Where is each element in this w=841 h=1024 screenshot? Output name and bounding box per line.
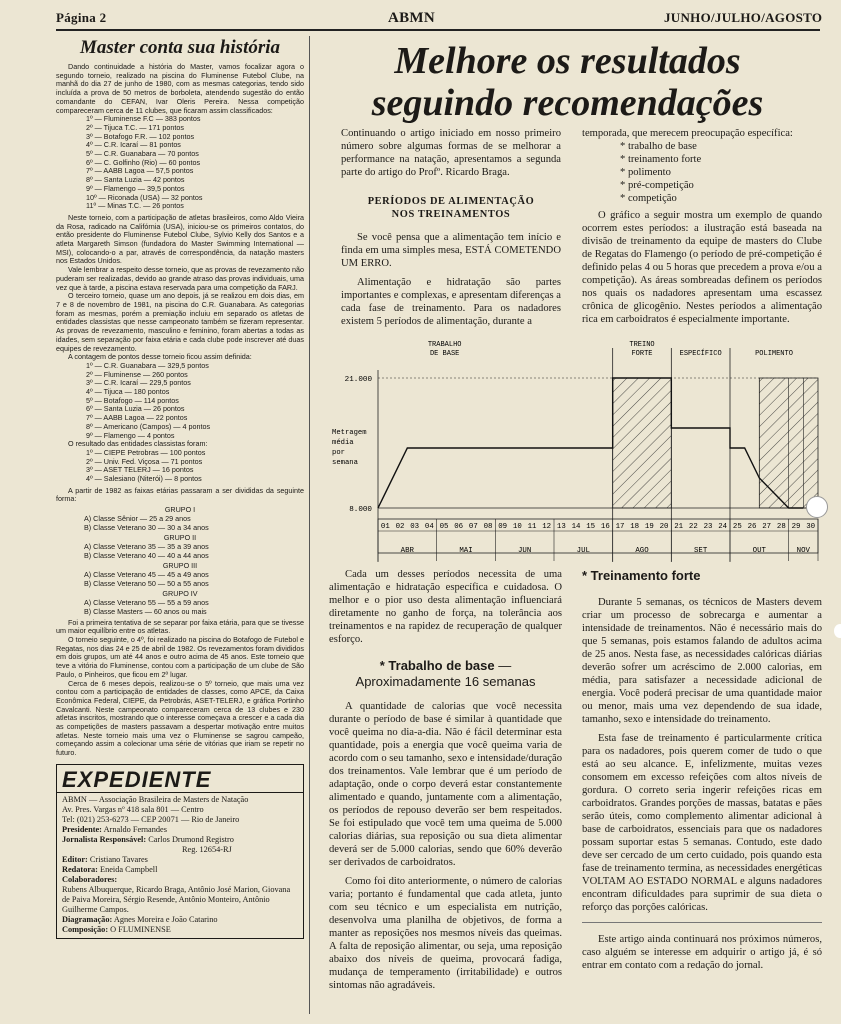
title-line: Melhore os resultados: [394, 40, 741, 82]
week-tick: 28: [776, 523, 786, 531]
month-label: OUT: [752, 547, 766, 555]
history-paragraph: Vale lembrar a respeito desse torneio, que as provas de revezamento não puderam ser realizadas, devido ao grande atraso das provas individuais, uma vez que à tarde, a piscina estava reservada para uma competição da FARJ.: [56, 265, 304, 292]
group-class: B) Classe Masters — 60 anos ou mais: [84, 606, 207, 616]
week-tick: 16: [600, 523, 610, 531]
week-tick: 12: [542, 523, 552, 531]
ranking-entry: 11º — Minas T.C. — 26 pontos: [86, 201, 184, 211]
shaded-period: [613, 378, 672, 508]
history-paragraph: Cerca de 6 meses depois, realizou-se o 5º torneio, que mais uma vez contou com a participação de entidades de classes, como APCE, da Caixa Econômica Federal, CIEPE, da Petrobrás, ASET-TELERJ, e gráfica Portinho Cavalcanti. Neste campeonato compareceram cerca de 13 clubes e 230 atletas inscritos, mostrando que o interesse começava a crescer e a cada dia as competições de masters passavam a despertar motivação entre muitos atletas. Neste torneio mais uma vez o Fluminense se sagrou campeão, começando assim a colecionar uma série de vitórias que iriam se repetir no futuro.: [56, 678, 304, 758]
ranking-entry: 1º — CIEPE Petrobras — 100 pontos: [86, 447, 206, 457]
week-tick: 25: [732, 523, 742, 531]
article-paragraph: O gráfico a seguir mostra um exemplo de quando ocorrem estes períodos: a ilustração está baseada na divisão de treinamento da equipe de masters do Clube de Regatas do Flamengo (o período de pré-competição é definido pelas 4 ou 5 horas que precedem a prova e/ou a competição). As áreas sombreadas definem os períodos nos quais os nadadores apresentam uma escassez crônica de glicogênio. Nestes períodos a alimentação rica em carboidratos é especialmente importante.: [582, 210, 822, 325]
label: Colaboradores:: [62, 874, 118, 884]
subheading-base: [329, 658, 562, 690]
ranking-entry: 2º — Tijuca T.C. — 171 pontos: [86, 122, 184, 132]
phase-label: DE BASE: [429, 350, 460, 358]
group-class: B) Classe Veterano 50 — 50 a 55 anos: [84, 578, 209, 588]
typesetting-credit: O FLUMINENSE: [110, 924, 171, 934]
expediente-title: EXPEDIENTE: [57, 768, 303, 793]
group-name: GRUPO I: [164, 505, 196, 515]
group-class: B) Classe Veterano 30 — 30 a 34 anos: [84, 522, 209, 532]
month-label: AGO: [635, 547, 649, 555]
ranking-entry: 8º — Santa Luzia — 42 pontos: [86, 175, 185, 185]
journalist: Carlos Drumond Registro: [148, 834, 234, 844]
week-tick: 23: [703, 523, 713, 531]
ranking-1980: [56, 115, 304, 211]
period-item: * polimento: [620, 167, 671, 178]
article-col-3: [329, 568, 562, 998]
y-axis-label: por: [332, 449, 345, 457]
page-number: Página 2: [56, 10, 107, 25]
month-label: SET: [694, 547, 708, 555]
month-label: ABR: [400, 547, 414, 555]
age-groups: [56, 506, 304, 616]
punch-hole: [806, 496, 828, 518]
ranking-entry: 7º — AABB Lagoa — 22 pontos: [86, 413, 188, 423]
org-name: ABMN — Associação Brasileira de Masters de Natação: [62, 794, 249, 804]
phase-label: ESPECÍFICO: [679, 350, 722, 358]
newspaper-name: ABMN: [388, 10, 436, 26]
week-tick: 04: [424, 523, 434, 531]
week-tick: 07: [468, 523, 478, 531]
label: Composição:: [62, 924, 109, 934]
history-title: Master conta sua história: [79, 37, 281, 58]
ranking-entry: 2º — Univ. Fed. Viçosa — 71 pontos: [86, 456, 203, 466]
president: Arnaldo Fernandes: [103, 824, 167, 834]
training-chart: [318, 336, 823, 566]
subheading-forte: * Treinamento forte: [582, 568, 701, 583]
history-paragraph: A partir de 1982 as faixas etárias passaram a ser divididas da seguinte forma:: [56, 485, 304, 504]
label: Presidente:: [62, 824, 102, 834]
chart-series-line: [378, 378, 803, 508]
issue-date: JUNHO/JULHO/AGOSTO: [664, 10, 823, 25]
article-paragraph: Cada um desses períodos necessita de uma alimentação e hidratação específica e cuidadosa. O melhor e o pior uso desta alimentação influenciará diretamente no ganho de força, na tolerância aos treinamentos e na rapidez de recuperação de qualquer esforço.: [329, 569, 562, 645]
title-line: seguindo recomendações: [371, 82, 764, 124]
week-tick: 17: [615, 523, 625, 531]
label: Redatora:: [62, 864, 98, 874]
period-item: * pré-competição: [620, 180, 694, 191]
article-paragraph: Alimentação e hidratação são partes importantes e complexas, e apresentam diferenças a cada fase de treinamento. Para os nadadores existem 5 períodos de alimentação, durante a: [341, 277, 561, 327]
ranking-entry: 1º — Fluminense F.C — 383 pontos: [86, 114, 201, 124]
group-class: A) Classe Veterano 55 — 55 a 59 anos: [84, 598, 209, 608]
ranking-entry: 6º — Santa Luzia — 26 pontos: [86, 404, 185, 414]
article-paragraph: Se você pensa que a alimentação tem início e finda em uma simples mesa, ESTÁ COMETENDO UM ERRO.: [341, 232, 561, 269]
group-name: GRUPO III: [162, 561, 198, 571]
week-tick: 27: [762, 523, 772, 531]
y-tick-label: 8.000: [349, 506, 372, 514]
week-tick: 08: [483, 523, 493, 531]
week-tick: 26: [747, 523, 757, 531]
address: Av. Pres. Vargas nº 418 sala 801 — Centro: [62, 804, 204, 814]
y-axis-label: média: [332, 439, 354, 447]
article-col-1: [341, 127, 561, 334]
week-tick: 22: [688, 523, 698, 531]
layout-credit: Agnes Moreira e João Catarino: [113, 914, 218, 924]
divider: [582, 922, 822, 923]
month-label: NOV: [796, 547, 810, 555]
week-tick: 15: [586, 523, 596, 531]
week-tick: 24: [718, 523, 728, 531]
week-tick: 18: [630, 523, 640, 531]
week-tick: 19: [644, 523, 654, 531]
ranking-entry: 3º — ASET TELERJ — 16 pontos: [86, 465, 194, 475]
history-paragraph: Neste torneio, com a participação de atletas brasileiros, como Aldo Vieira da Rosa, radicado na Califórnia (USA), iniciou-se os primeiros contatos, do então presidente do Fluminense Futebol Clube, Sylvio Kelly dos Santos e a atleta Margareth Simson (fundadora do Master Swimming International — MSI), colocando-o a par, através de correspondência, da natação masters nos Estados Unidos.: [56, 212, 304, 266]
ranking-entry: 7º — AABB Lagoa — 57,5 pontos: [86, 166, 194, 176]
week-tick: 02: [395, 523, 405, 531]
week-tick: 20: [659, 523, 669, 531]
header-rule: [56, 29, 820, 31]
history-paragraph: Dando continuidade a história do Master, vamos focalizar agora o segundo torneio, realizado na piscina do Fluminense Futebol Clube, na manhã do dia 27 de junho de 1980, com as mesmas categorias, tendo sido incluída a prova de 50 metros de borboleta, atendendo sugestão do então comandante do CEFAN, Ivar Oleris Pereira. Nessa competição compareceram cerca de 11 clubes, que ficaram assim classificados:: [56, 62, 304, 115]
editor: Cristiano Tavares: [89, 854, 148, 864]
ranking-entry: 9º — Flamengo — 39,5 pontos: [86, 183, 185, 193]
phase-label: TRABALHO: [427, 341, 462, 349]
ranking-entry: 5º — Botafogo — 114 pontos: [86, 395, 179, 405]
writer: Eneida Campbell: [100, 864, 158, 874]
period-item: * treinamento forte: [620, 154, 702, 165]
ranking-entry: 4º — Salesiano (Niterói) — 8 pontos: [86, 474, 202, 484]
week-tick: 01: [380, 523, 390, 531]
ranking-entry: 2º — Fluminense — 260 pontos: [86, 369, 188, 379]
article-paragraph: Esta fase de treinamento é particularmente crítica para os nadadores, pois querem comer de tudo o que está ao seu alcance. E, infelizmente, muitas vezes consomem em excesso refeições com altos níveis de gordura. O correto seria ingerir refeições ricas em carboidratos. Grandes porções de massas, batatas e pães serão úteis, como complemento alimentar adicional à base de carboidratos, essenciais para que os nadadores possam suportar estas 5 semanas. Contudo, este dado deve ser cercado de um certo cuidado, pois quando esta fase de treinamento termina, as necessidades energéticas VOLTAM AO ESTADO NORMAL e alguns nadadores encontram dificuldades para suprimir de sua dieta o reforço das porções calóricas.: [582, 733, 822, 913]
article-col-4: [582, 568, 822, 978]
chart-frame: [318, 336, 823, 566]
ranking-entry: 10º — Riconada (USA) — 32 pontos: [86, 192, 203, 202]
week-tick: 13: [556, 523, 566, 531]
article-paragraph: A quantidade de calorias que você necessita durante o período de base é similar à quantidade que você queima no dia-a-dia. Não é fácil determinar esta quantidade, pois a energia que você queima varia de acordo com o seu tamanho, sexo e intensidade/duração dos treinamentos. Vale lembrar que é um período de adaptação, onde o corpo deverá estar constantemente alimentado e quando, juntamente com a alimentação, os períodos de repouso deverão ser bem respeitados. Se foi estipulado que você tem uma queima de 5.000 calorias diárias, sua reposição ou sua dieta alimentar deverá ser de 5.000 calorias, sendo que 60% deverão ser derivados de carboidratos.: [329, 701, 562, 868]
phone: Tel: (021) 253-6273 — CEP 20071 — Rio de Janeiro: [62, 814, 240, 824]
article-paragraph: Durante 5 semanas, os técnicos de Masters devem criar um processo de sobrecarga e aumentar a intensidade de treinamentos. Não é necessário mais do que 5 semanas, pois estamos falando de adultos acima de 25 anos. Nesta fase, as necessidades calóricas diárias deverão sofrer um acréscimo de 2.000 calorias, em média, para satisfazer a necessidade adicional de energia. Você poderá precisar de uma quantidade maior ou menor, mais uma vez dependendo de sua idade, tamanho, sexo e intensidade do treinamento.: [582, 597, 822, 725]
group-class: A) Classe Sênior — 25 a 29 anos: [84, 513, 191, 523]
history-paragraph: O resultado das entidades classistas foram:: [68, 439, 208, 449]
week-tick: 21: [674, 523, 684, 531]
phase-label: FORTE: [631, 350, 653, 358]
section-heading: NOS TREINAMENTOS: [391, 209, 511, 220]
expediente-box: [56, 764, 304, 939]
ranking-entry: 4º — Tijuca — 180 pontos: [86, 387, 170, 397]
y-axis-label: Metragem: [332, 429, 367, 437]
article-paragraph: Como foi dito anteriormente, o número de calorias varia; portanto é fundamental que cada atleta, junto com seu técnico e um especialista em nutrição, desenvolva uma planilha de objetivos, de forma a manter as reposições nos mesmos níveis das queimas. A falta de reposição alimentar, ou seja, uma reposição abaixo dos níveis de queima, provocará fadiga, mudança de temperamento (irritabilidade) e outros sintomas não agradáveis.: [329, 876, 562, 991]
article-title: [315, 40, 820, 124]
intro: Continuando o artigo iniciado em nosso primeiro número sobre algumas formas de se melhorar a performance na natação, apresentamos a segunda parte do artigo do Profº. Ricardo Braga.: [341, 128, 561, 178]
ranking-entry: 3º — C.R. Icaraí — 229,5 pontos: [86, 378, 191, 388]
article-paragraph: Este artigo ainda continuará nos próximos números, caso alguém se interesse em adquirir o artigo já, é só entrar em contato com a redação do jornal.: [582, 934, 822, 971]
ranking-classistas: [56, 449, 304, 484]
week-tick: 09: [498, 523, 508, 531]
week-tick: 11: [527, 523, 537, 531]
month-label: JUN: [518, 547, 532, 555]
ranking-entry: 9º — Flamengo — 4 pontos: [86, 430, 175, 440]
history-paragraph: O terceiro torneio, quase um ano depois, já se realizou em dois dias, em 7 e 8 de novembro de 1981, na piscina do C.R. Guanabara. As categorias foram as mesmas, porém a premiação incluiu em separado os atletas de entidades classistas que nesse campeonato também se fizeram representar. As provas de revezamento, masculino e feminino, foram abertas a todas as idades, sem separação por faixa etária e cada clube pode inscrever até duas equipes de revezamento.: [56, 291, 304, 353]
history-paragraph: A contagem de pontos desse torneio ficou assim definida:: [68, 352, 252, 362]
week-tick: 30: [806, 523, 816, 531]
punch-hole: [834, 624, 841, 638]
label: Diagramação:: [62, 914, 113, 924]
month-label: JUL: [576, 547, 590, 555]
history-paragraph: Foi a primeira tentativa de se separar por faixa etária, para que se tivesse um maior equilíbrio entre os atletas.: [56, 617, 304, 636]
subheading-title: * Trabalho de base: [379, 658, 495, 673]
month-label: MAI: [459, 547, 473, 555]
period-list: [582, 140, 822, 205]
label: Jornalista Responsável:: [62, 834, 147, 844]
y-tick-label: 21.000: [344, 376, 372, 384]
history-paragraph: O torneio seguinte, o 4º, foi realizado na piscina do Botafogo de Futebol e Regatas, nos dias 24 e 25 de abril de 1982. Os revezamentos foram divididos em dois grupos, um até 44 anos e outro acima de 45 anos. Este torneio que teve a vitória do Fluminense, contou com a participação de um clube de São Paulo, o Pinheiros, que ficou em 2º lugar.: [56, 635, 304, 679]
y-axis-label: semana: [332, 459, 358, 467]
collaborators: Rubens Albuquerque, Ricardo Braga, Antônio José Marion, Giovana de Paiva Moreira, Sérgio Resende, Antônio Monteiro, Antônio Guilherme Campos.: [62, 884, 291, 914]
group-name: GRUPO II: [163, 533, 197, 543]
ranking-entry: 3º — Botafogo F.R. — 102 pontos: [86, 131, 195, 141]
article-paragraph: temporada, que merecem preocupação específica:: [582, 128, 793, 139]
article-col-2: [582, 127, 822, 332]
period-item: * competição: [620, 193, 677, 204]
week-tick: 06: [454, 523, 464, 531]
week-tick: 14: [571, 523, 581, 531]
ranking-entry: 4º — C.R. Icaraí — 81 pontos: [86, 140, 181, 150]
period-item: * trabalho de base: [620, 141, 697, 152]
group-class: A) Classe Veterano 45 — 45 a 49 anos: [84, 570, 209, 580]
label: Editor:: [62, 854, 88, 864]
week-tick: 03: [410, 523, 420, 531]
subheading-duration: — Aproximadamente 16 semanas: [355, 658, 536, 689]
ranking-entry: 8º — Americano (Campos) — 4 pontos: [86, 421, 211, 431]
week-tick: 05: [439, 523, 449, 531]
week-tick: 29: [791, 523, 801, 531]
ranking-1981: [56, 362, 304, 440]
section-heading: PERÍODOS DE ALIMENTAÇÃO: [367, 196, 535, 207]
ranking-entry: 5º — C.R. Guanabara — 70 pontos: [86, 149, 199, 159]
phase-label: POLIMENTO: [755, 350, 793, 358]
group-class: B) Classe Veterano 40 — 40 a 44 anos: [84, 550, 209, 560]
ranking-entry: 6º — C. Golfinho (Rio) — 60 pontos: [86, 157, 201, 167]
group-class: A) Classe Veterano 35 — 35 a 39 anos: [84, 541, 209, 551]
ranking-entry: 1º — C.R. Guanabara — 329,5 pontos: [86, 360, 209, 370]
week-tick: 10: [512, 523, 522, 531]
left-column: [56, 36, 304, 1014]
registration: Reg. 12654-RJ: [182, 844, 232, 854]
phase-label: TREINO: [629, 341, 655, 349]
column-divider: [309, 36, 310, 1014]
group-name: GRUPO IV: [162, 589, 198, 599]
